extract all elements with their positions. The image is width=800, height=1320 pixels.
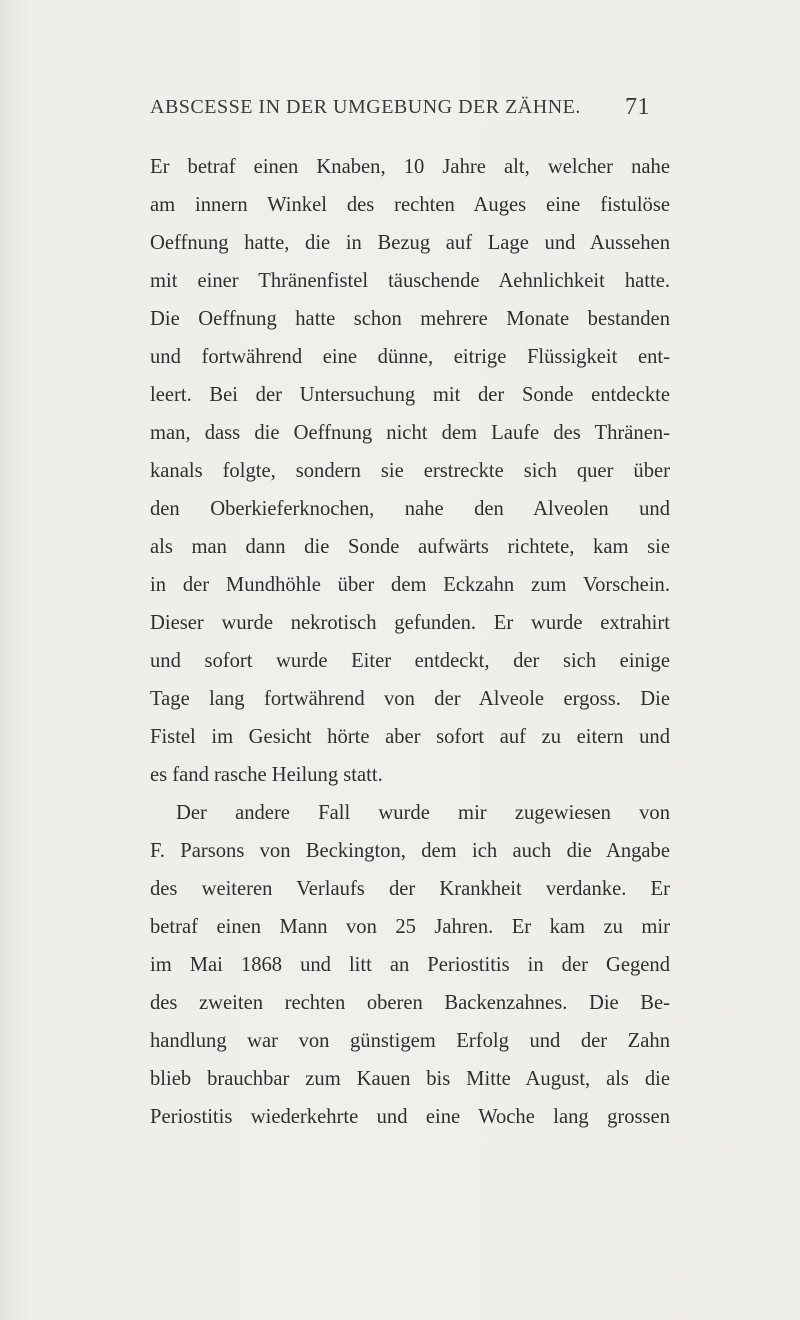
text-line: des zweiten rechten oberen Backenzahnes. Die Be-: [150, 992, 670, 1014]
text-line: im Mai 1868 und litt an Periostitis in der Gegend: [150, 954, 670, 976]
text-line: und sofort wurde Eiter entdeckt, der sich einige: [150, 650, 670, 672]
text-line: Dieser wurde nekrotisch gefunden. Er wurde extrahirt: [150, 612, 670, 634]
text-line: Tage lang fortwährend von der Alveole ergoss. Die: [150, 688, 670, 710]
text-line-paragraph-start: Der andere Fall wurde mir zugewiesen von: [176, 802, 670, 824]
text-line: in der Mundhöhle über dem Eckzahn zum Vorschein.: [150, 574, 670, 596]
text-line: des weiteren Verlaufs der Krankheit verdanke. Er: [150, 878, 670, 900]
text-line: blieb brauchbar zum Kauen bis Mitte August, als die: [150, 1068, 670, 1090]
running-head: [150, 96, 650, 126]
text-line: Oeffnung hatte, die in Bezug auf Lage und Aussehen: [150, 232, 670, 254]
body-text: [150, 148, 670, 1136]
text-line: Die Oeffnung hatte schon mehrere Monate bestanden: [150, 308, 670, 330]
chapter-title: ABSCESSE IN DER UMGEBUNG DER ZÄHNE.: [150, 96, 581, 118]
text-line: mit einer Thränenfistel täuschende Aehnlichkeit hatte.: [150, 270, 670, 292]
text-line: Fistel im Gesicht hörte aber sofort auf zu eitern und: [150, 726, 670, 748]
text-line-paragraph-end: es fand rasche Heilung statt.: [150, 764, 383, 786]
text-line: betraf einen Mann von 25 Jahren. Er kam zu mir: [150, 916, 670, 938]
text-line: Periostitis wiederkehrte und eine Woche lang grossen: [150, 1106, 670, 1128]
text-line: handlung war von günstigem Erfolg und der Zahn: [150, 1030, 670, 1052]
text-line: am innern Winkel des rechten Auges eine fistulöse: [150, 194, 670, 216]
page-number: 71: [625, 94, 650, 120]
text-line: kanals folgte, sondern sie erstreckte sich quer über: [150, 460, 670, 482]
text-line: und fortwährend eine dünne, eitrige Flüssigkeit ent-: [150, 346, 670, 368]
text-line: man, dass die Oeffnung nicht dem Laufe des Thränen-: [150, 422, 670, 444]
text-line: den Oberkieferknochen, nahe den Alveolen und: [150, 498, 670, 520]
text-line: Er betraf einen Knaben, 10 Jahre alt, welcher nahe: [150, 156, 670, 178]
text-line: F. Parsons von Beckington, dem ich auch die Angabe: [150, 840, 670, 862]
text-line: als man dann die Sonde aufwärts richtete, kam sie: [150, 536, 670, 558]
text-line: leert. Bei der Untersuchung mit der Sonde entdeckte: [150, 384, 670, 406]
